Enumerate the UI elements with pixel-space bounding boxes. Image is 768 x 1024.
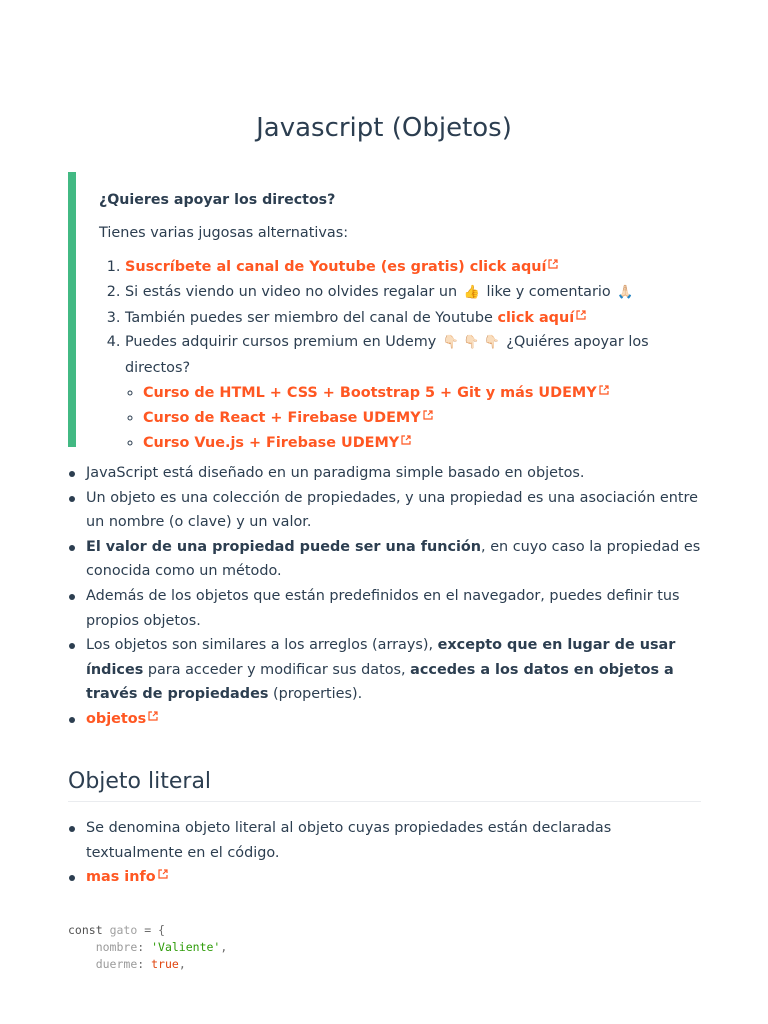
course-item — [143, 381, 700, 406]
objeto-literal-list — [68, 816, 703, 890]
course-vue-link[interactable] — [143, 435, 411, 451]
bold-text: excepto que en lugar de usar índices — [86, 637, 676, 678]
member-link-label: click aquí — [497, 309, 575, 326]
course-list — [125, 381, 700, 455]
list-item: Un objeto es una colección de propiedades, y una propiedad es una asociación entre un nombre (o clave) y un valor. — [68, 486, 703, 535]
list-item — [68, 535, 703, 584]
mas-info-link[interactable] — [86, 869, 168, 885]
code-punctuation: , — [178, 957, 186, 971]
external-link-icon — [158, 869, 168, 879]
tip-list — [99, 255, 700, 455]
tip-item-subscribe — [125, 255, 700, 280]
code-string: 'Valiente' — [151, 940, 221, 954]
tip-member-text: También puedes ser miembro del canal de Youtube — [125, 309, 498, 326]
external-link-icon — [599, 385, 609, 395]
code-punctuation: = { — [137, 923, 165, 937]
code-property: nombre — [95, 940, 138, 954]
course-item — [143, 406, 700, 431]
tip-item-member — [125, 306, 700, 331]
tip-item-udemy — [125, 330, 700, 455]
list-item — [68, 865, 703, 890]
code-variable: gato — [109, 923, 138, 937]
pointing-down-icon: 👇🏻 👇🏻 👇🏻 — [442, 335, 500, 351]
member-link[interactable] — [497, 310, 586, 326]
course-html-link[interactable] — [143, 385, 609, 401]
list-text: para acceder y modificar sus datos, — [143, 661, 411, 678]
tip-udemy-text: Puedes adquirir cursos premium en Udemy — [125, 334, 441, 351]
list-item: JavaScript está diseñado en un paradigma simple basado en objetos. — [68, 461, 703, 486]
tip-title: ¿Quieres apoyar los directos? — [99, 192, 336, 208]
objetos-link-label: objetos — [86, 710, 147, 727]
bold-text: El valor de una propiedad puede ser una función — [86, 538, 482, 555]
course-react-link[interactable] — [143, 410, 433, 426]
list-item — [68, 707, 703, 732]
code-property: duerme — [95, 957, 138, 971]
tip-like-text-after: like y comentario — [481, 283, 616, 300]
support-tip-box — [68, 172, 700, 451]
code-punctuation: , — [220, 940, 228, 954]
external-link-icon — [423, 410, 433, 420]
course-html-label: Curso de HTML + CSS + Bootstrap 5 + Git y más UDEMY — [143, 384, 597, 401]
external-link-icon — [148, 711, 158, 721]
external-link-icon — [576, 310, 586, 320]
praying-hands-icon: 🙏🏻 — [617, 284, 634, 300]
list-text: Los objetos son similares a los arreglos (arrays), — [86, 637, 438, 654]
code-punctuation: : — [137, 957, 152, 971]
list-text: (properties). — [268, 686, 363, 703]
page-title: Javascript (Objetos) — [256, 113, 512, 143]
section-heading-objeto-literal: Objeto literal — [68, 764, 701, 802]
subscribe-link-label: Suscríbete al canal de Youtube (es gratis) click aquí — [125, 259, 547, 275]
list-item — [68, 633, 703, 707]
tip-item-like — [125, 280, 700, 306]
mas-info-link-label: mas info — [86, 869, 156, 886]
bold-text: accedes a los datos en objetos a través de propiedades — [86, 661, 674, 703]
subscribe-link[interactable] — [125, 259, 558, 275]
code-keyword: const — [68, 923, 103, 937]
list-text: , en cuyo caso la propiedad es conocida como un método. — [86, 538, 701, 580]
course-item — [143, 431, 700, 456]
objects-intro-list — [68, 461, 703, 732]
course-vue-label: Curso Vue.js + Firebase UDEMY — [143, 434, 400, 451]
tip-like-text: Si estás viendo un video no olvides regalar un — [125, 283, 462, 300]
tip-intro: Tienes varias jugosas alternativas: — [99, 225, 349, 241]
code-boolean: true — [151, 957, 179, 971]
code-block — [68, 922, 701, 973]
list-item: Además de los objetos que están predefinidos en el navegador, puedes definir tus propios objetos. — [68, 584, 703, 633]
objetos-link[interactable] — [86, 711, 158, 727]
thumbs-up-icon: 👍 — [463, 284, 480, 300]
code-punctuation: : — [137, 940, 152, 954]
list-item: Se denomina objeto literal al objeto cuyas propiedades están declaradas textualmente en el código. — [68, 816, 703, 865]
external-link-icon — [401, 435, 411, 445]
course-react-label: Curso de React + Firebase UDEMY — [143, 409, 421, 426]
tip-udemy-text-after: ¿Quiéres apoyar los directos? — [125, 334, 649, 377]
external-link-icon — [548, 259, 558, 269]
